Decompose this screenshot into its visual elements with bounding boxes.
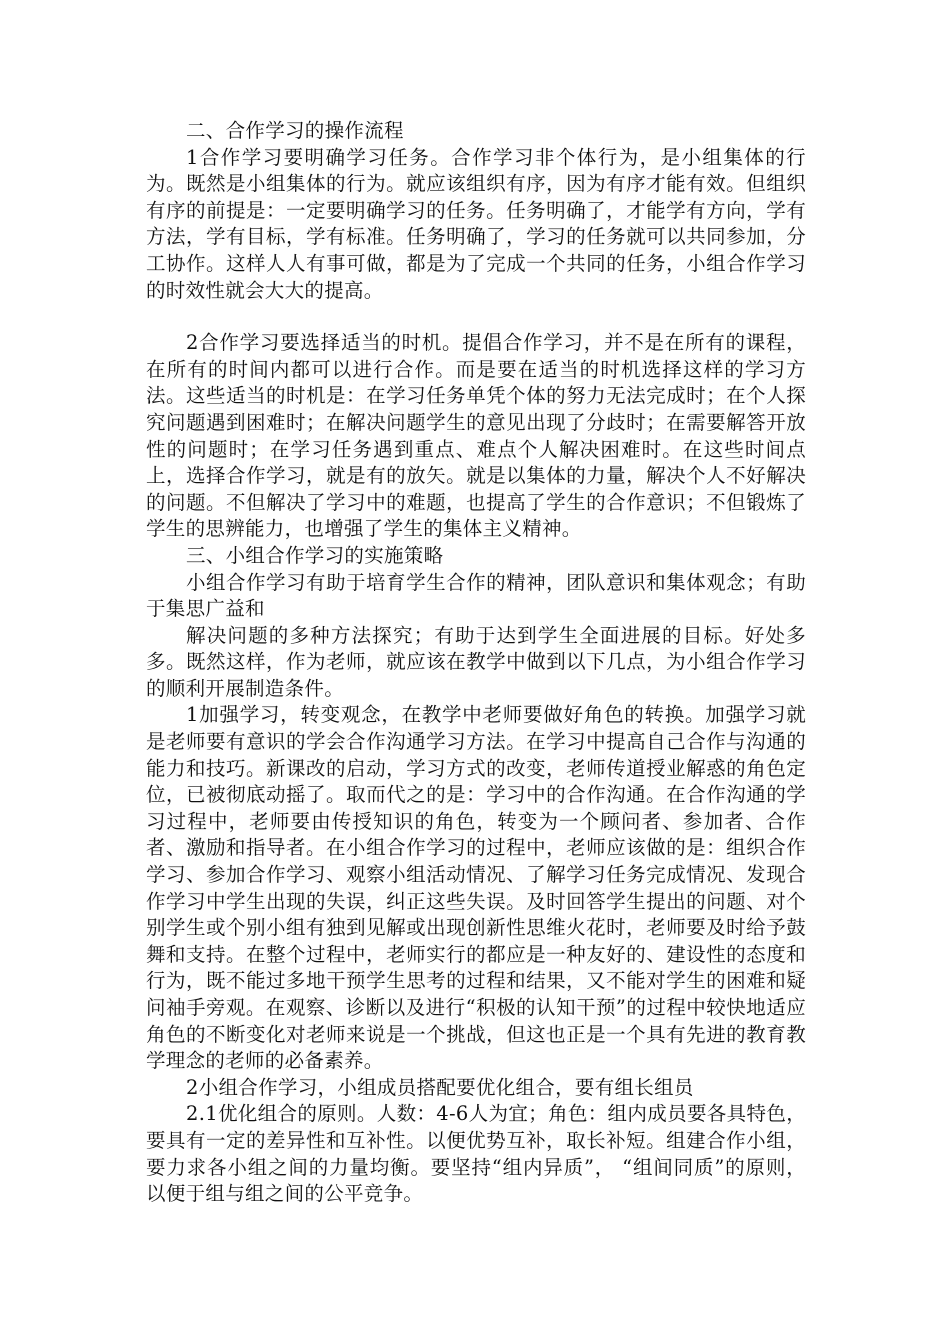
paragraph-teacher-role: 1加强学习，转变观念，在教学中老师要做好角色的转换。加强学习就是老师要有意识的学会合作沟通学习方法。在学习中提高自己合作与沟通的能力和技巧。新课改的启动，学习方式的改变，老师传道授业解惑的角色定位，已被彻底动摇了。取而代之的是：学习中的合作沟通。在合作沟通的学习过程中，老师要由传授知识的角色，转变为一个顾问者、参加者、合作者、激励和指导者。在小组合作学习的过程中，老师应该做的是：组织合作学习、参加合作学习、观察小组活动情况、了解学习任务完成情况、发现合作学习中学生出现的失误，纠正这些失误。及时回答学生提出的问题、对个别学生或个别小组有独到见解或出现创新性思维火花时，老师要及时给予鼓舞和支持。在整个过程中，老师实行的都应是一种友好的、建设性的态度和行为，既不能过多地干预学生思考的过程和结果，又不能对学生的困难和疑问袖手旁观。在观察、诊断以及进行“积极的认知干预”的过程中较快地适应角色的不断变化对老师来说是一个挑战，但这也正是一个具有先进的教育教学理念的老师的必备素养。 — [146, 703, 806, 1073]
section-heading-2: 二、合作学习的操作流程 — [186, 119, 404, 142]
paragraph-principles: 2.1优化组合的原则。人数：4-6人为宜；角色：组内成员要各具特色，要具有一定的差异性和互补性。以便优势互补，取长补短。组建合作小组，要力求各小组之间的力量均衡。要坚持“组内异质”， “组间同质”的原则，以便于组与组之间的公平竞争。 — [146, 1102, 806, 1206]
document-body — [146, 118, 806, 1208]
paragraph-benefits-cont: 解决问题的多种方法探究；有助于达到学生全面进展的目标。好处多多。既然这样，作为老师，就应该在教学中做到以下几点，为小组合作学习的顺利开展制造条件。 — [146, 623, 806, 700]
paragraph-task: 1合作学习要明确学习任务。合作学习非个体行为，是小组集体的行为。既然是小组集体的行为。就应该组织有序，因为有序才能有效。但组织有序的前提是：一定要明确学习的任务。任务明确了，才能学有方向，学有方法，学有目标，学有标准。任务明确了，学习的任务就可以共同参加，分工协作。这样人人有事可做，都是为了完成一个共同的任务，小组合作学习的时效性就会大大的提高。 — [146, 145, 806, 302]
paragraph-benefits: 小组合作学习有助于培育学生合作的精神，团队意识和集体观念；有助于集思广益和 — [146, 570, 806, 621]
section-heading-3: 三、小组合作学习的实施策略 — [186, 543, 444, 567]
paragraph-group-composition: 2小组合作学习，小组成员搭配要优化组合，要有组长组员 — [186, 1075, 694, 1099]
paragraph-timing: 2合作学习要选择适当的时机。提倡合作学习，并不是在所有的课程，在所有的时间内都可以进行合作。而是要在适当的时机选择这样的学习方法。这些适当的时机是：在学习任务单凭个体的努力无法完成时；在个人探究问题遇到困难时；在解决问题学生的意见出现了分歧时；在需要解答开放性的问题时；在学习任务遇到重点、难点个人解决困难时。在这些时间点上，选择合作学习，就是有的放矢。就是以集体的力量，解决个人不好解决的问题。不但解决了学习中的难题，也提高了学生的合作意识；不但锻炼了学生的思辨能力，也增强了学生的集体主义精神。 — [146, 331, 806, 541]
